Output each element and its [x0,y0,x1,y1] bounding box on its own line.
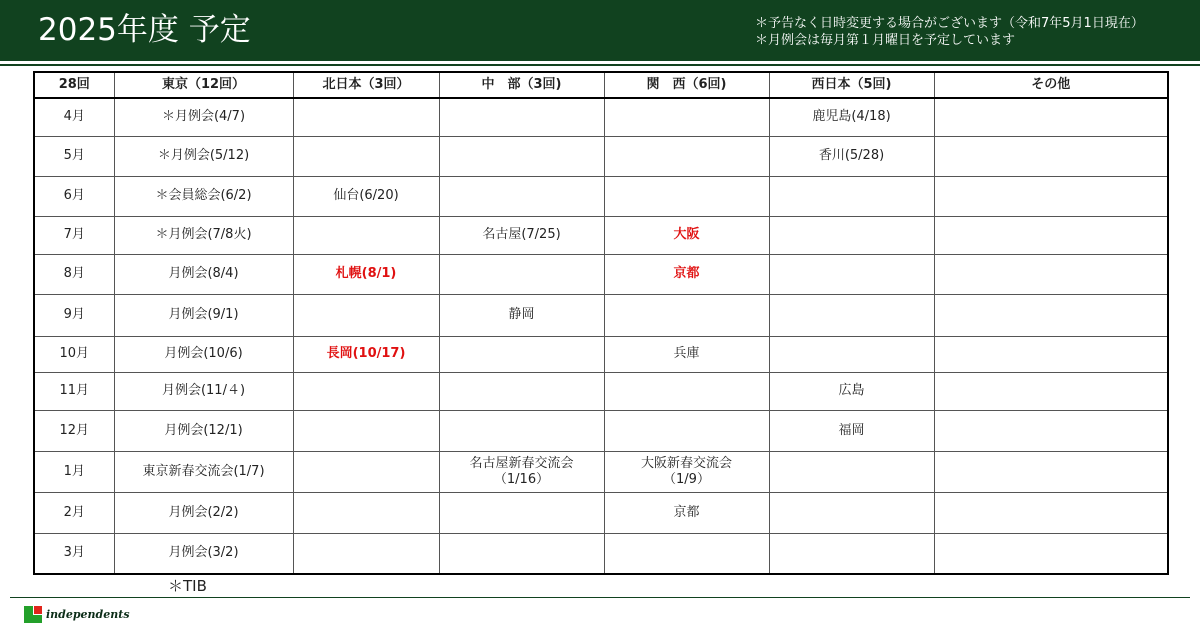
event-cell [604,533,769,574]
event-cell [439,410,604,451]
month-cell: 9月 [34,294,114,336]
event-cell: 東京新春交流会(1/7) [114,451,293,492]
footer-divider [10,597,1190,598]
event-cell [769,492,934,533]
month-cell: 4月 [34,98,114,136]
logo-text: independents [46,608,130,621]
event-cell: 名古屋新春交流会 （1/16） [439,451,604,492]
month-cell: 12月 [34,410,114,451]
event-cell [769,294,934,336]
event-cell: ＊月例会(5/12) [114,136,293,176]
event-cell [604,136,769,176]
event-cell [934,254,1168,294]
event-cell [439,176,604,216]
event-cell: 福岡 [769,410,934,451]
event-cell [439,533,604,574]
event-cell: 長岡(10/17) [293,336,439,372]
event-cell: 広島 [769,372,934,410]
event-cell: ＊月例会(7/8火) [114,216,293,254]
event-cell: 香川(5/28) [769,136,934,176]
month-cell: 10月 [34,336,114,372]
month-cell: 8月 [34,254,114,294]
event-cell: 名古屋(7/25) [439,216,604,254]
header-note-1: ＊予告なく日時変更する場合がございます（令和7年5月1日現在） [755,16,1144,31]
month-cell: 5月 [34,136,114,176]
event-cell: 大阪新春交流会 （1/9） [604,451,769,492]
event-cell [293,410,439,451]
table-row [34,176,1168,216]
header-bar [0,0,1200,61]
month-cell: 11月 [34,372,114,410]
event-cell [934,176,1168,216]
event-cell [293,136,439,176]
event-cell: 仙台(6/20) [293,176,439,216]
event-cell: 月例会(12/1) [114,410,293,451]
event-cell [934,410,1168,451]
table-header-row [34,72,1168,98]
event-cell [439,372,604,410]
event-cell [293,451,439,492]
event-cell: 月例会(3/2) [114,533,293,574]
event-cell [934,216,1168,254]
schedule-body [34,98,1168,574]
event-cell [604,98,769,136]
event-cell: 兵庫 [604,336,769,372]
event-cell: 京都 [604,492,769,533]
column-header: 北日本（3回） [293,72,439,98]
event-cell: 札幌(8/1) [293,254,439,294]
column-header: 28回 [34,72,114,98]
event-cell [769,533,934,574]
column-header: その他 [934,72,1168,98]
event-cell: ＊会員総会(6/2) [114,176,293,216]
column-header: 西日本（5回) [769,72,934,98]
table-row [34,294,1168,336]
event-cell [769,216,934,254]
event-cell: 大阪 [604,216,769,254]
event-cell [934,336,1168,372]
event-cell [293,294,439,336]
event-cell [934,372,1168,410]
green-red-square-logo-icon [24,606,42,623]
event-cell: 月例会(2/2) [114,492,293,533]
event-cell: 月例会(11/４) [114,372,293,410]
event-cell [439,336,604,372]
event-cell: ＊月例会(4/7) [114,98,293,136]
event-cell [439,98,604,136]
table-row [34,372,1168,410]
table-row [34,533,1168,574]
event-cell [439,492,604,533]
month-cell: 2月 [34,492,114,533]
event-cell: 静岡 [439,294,604,336]
company-logo [24,605,134,625]
event-cell: 月例会(9/1) [114,294,293,336]
month-cell: 7月 [34,216,114,254]
event-cell [293,492,439,533]
event-cell [604,372,769,410]
table-row [34,254,1168,294]
event-cell [769,451,934,492]
page-title: 2025年度 予定 [38,12,251,48]
event-cell: 京都 [604,254,769,294]
month-cell: 6月 [34,176,114,216]
event-cell [439,254,604,294]
event-cell [293,372,439,410]
header-divider [0,64,1200,66]
table-row [34,216,1168,254]
event-cell [439,136,604,176]
month-cell: 3月 [34,533,114,574]
month-cell: 1月 [34,451,114,492]
header-note-2: ＊月例会は毎月第１月曜日を予定しています [755,33,1016,48]
event-cell [934,136,1168,176]
event-cell: 月例会(10/6) [114,336,293,372]
tib-footnote: ＊TIB [168,577,207,595]
event-cell [604,176,769,216]
event-cell [769,336,934,372]
event-cell [293,98,439,136]
event-cell [934,533,1168,574]
column-header: 東京（12回） [114,72,293,98]
table-row [34,410,1168,451]
event-cell [769,254,934,294]
table-row [34,451,1168,492]
event-cell [293,216,439,254]
event-cell [934,98,1168,136]
table-row [34,136,1168,176]
column-header: 中 部（3回) [439,72,604,98]
event-cell [604,294,769,336]
event-cell [934,451,1168,492]
event-cell [769,176,934,216]
event-cell [934,492,1168,533]
event-cell [604,410,769,451]
table-row [34,492,1168,533]
table-row [34,336,1168,372]
event-cell: 鹿児島(4/18) [769,98,934,136]
event-cell [934,294,1168,336]
table-row [34,98,1168,136]
column-header: 関 西（6回) [604,72,769,98]
schedule-table [33,71,1169,575]
event-cell: 月例会(8/4) [114,254,293,294]
event-cell [293,533,439,574]
